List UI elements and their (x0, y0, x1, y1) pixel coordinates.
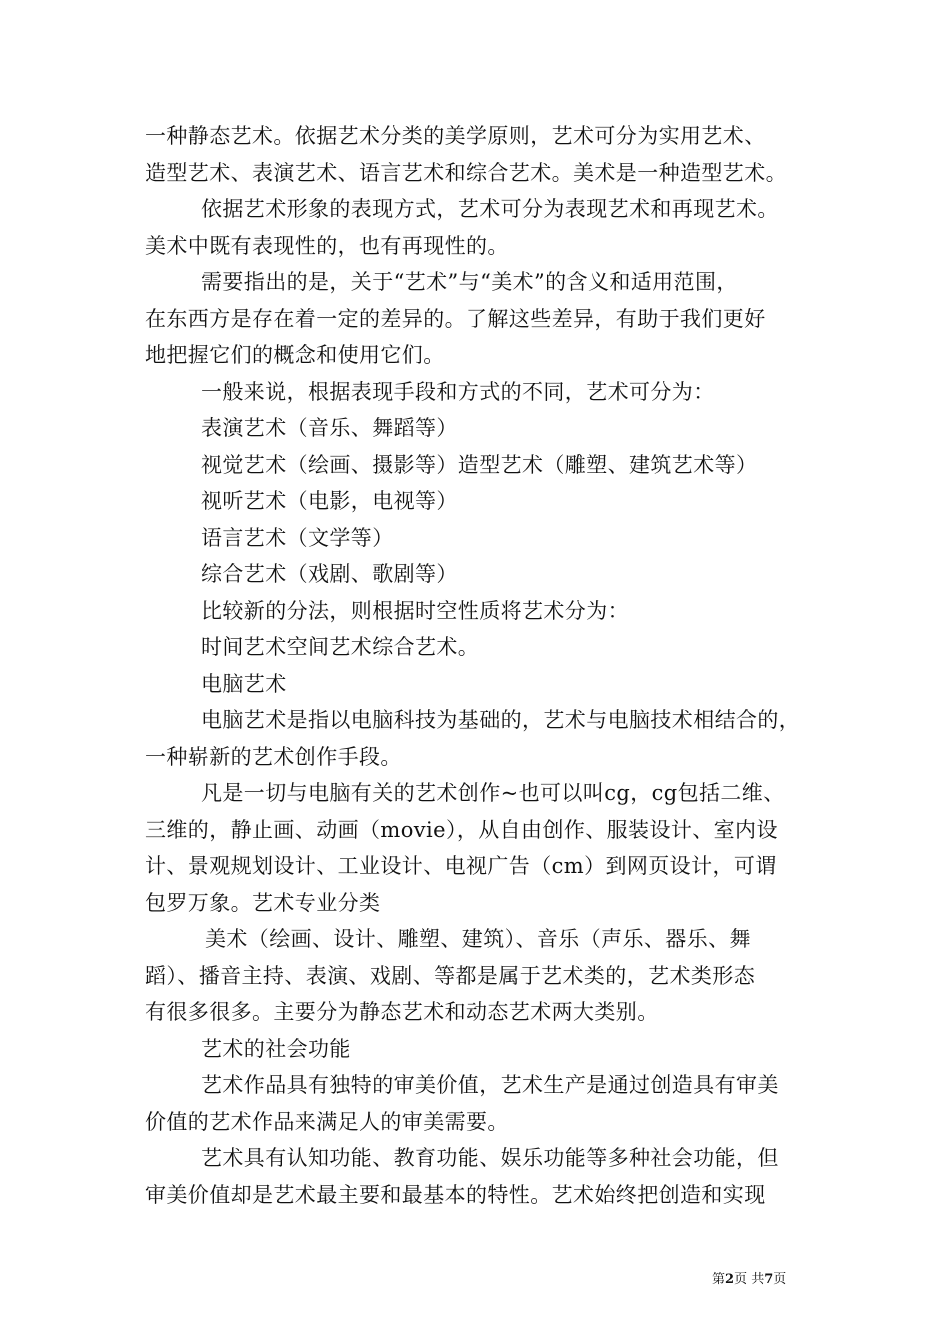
text-line: 美术（绘画、设计、雕塑、建筑）、音乐（声乐、器乐、舞 (205, 927, 751, 951)
text-line: 电脑艺术是指以电脑科技为基础的，艺术与电脑技术相结合的， (201, 708, 801, 732)
text-line: 一种静态艺术。依据艺术分类的美学原则，艺术可分为实用艺术、 (145, 124, 766, 148)
text-line: 艺术具有认知功能、教育功能、娱乐功能等多种社会功能，但 (201, 1146, 779, 1170)
section-heading: 艺术的社会功能 (201, 1036, 351, 1061)
footer-prefix: 第 (712, 1272, 726, 1287)
total-page-number: 7 (764, 1272, 774, 1287)
text-line: 视听艺术（电影，电视等） (201, 489, 458, 513)
text-line: 时间艺术空间艺术综合艺术。 (201, 635, 480, 659)
text-line: 需要指出的是，关于“艺术”与“美术”的含义和适用范围， (201, 270, 738, 294)
text-line: 比较新的分法，则根据时空性质将艺术分为： (201, 598, 629, 623)
text-line: 在东西方是存在着一定的差异的。了解这些差异，有助于我们更好 (145, 306, 766, 331)
page-footer (712, 1271, 786, 1289)
footer-middle: 页 共 (734, 1272, 765, 1287)
text-line: 一般来说，根据表现手段和方式的不同，艺术可分为： (201, 379, 715, 404)
text-line: 计、景观规划设计、工业设计、电视广告（cm）到网页设计，可谓 (145, 854, 777, 878)
text-line: 造型艺术、表演艺术、语言艺术和综合艺术。美术是一种造型艺术。 (145, 160, 787, 185)
text-line: 价值的艺术作品来满足人的审美需要。 (145, 1109, 509, 1134)
text-line: 表演艺术（音乐、舞蹈等） (201, 416, 458, 440)
section-heading: 电脑艺术 (201, 671, 287, 696)
text-line: 艺术作品具有独特的审美价值，艺术生产是通过创造具有审美 (201, 1073, 779, 1097)
current-page-number: 2 (725, 1272, 735, 1287)
text-line: 视觉艺术（绘画、摄影等）造型艺术（雕塑、建筑艺术等） (201, 452, 758, 477)
text-line: 包罗万象。艺术专业分类 (145, 890, 381, 915)
text-line: 语言艺术（文学等） (201, 525, 394, 550)
text-line: 一种崭新的艺术创作手段。 (145, 744, 402, 769)
footer-suffix: 页 (773, 1272, 787, 1287)
text-line: 地把握它们的概念和使用它们。 (145, 343, 445, 367)
text-line: 审美价值却是艺术最主要和最基本的特性。艺术始终把创造和实现 (145, 1182, 766, 1207)
text-line: 依据艺术形象的表现方式，艺术可分为表现艺术和再现艺术。 (201, 197, 779, 221)
body-text (145, 118, 813, 1213)
text-line: 综合艺术（戏剧、歌剧等） (201, 562, 458, 586)
text-line: 有很多很多。主要分为静态艺术和动态艺术两大类别。 (145, 1000, 659, 1024)
text-line: 凡是一切与电脑有关的艺术创作~也可以叫cg，cg包括二维、 (201, 781, 785, 805)
text-line: 美术中既有表现性的，也有再现性的。 (145, 233, 509, 258)
text-line: 三维的，静止画、动画（movie），从自由创作、服装设计、室内设 (145, 817, 778, 842)
text-line: 蹈）、播音主持、表演、戏剧、等都是属于艺术类的，艺术类形态 (145, 963, 756, 988)
